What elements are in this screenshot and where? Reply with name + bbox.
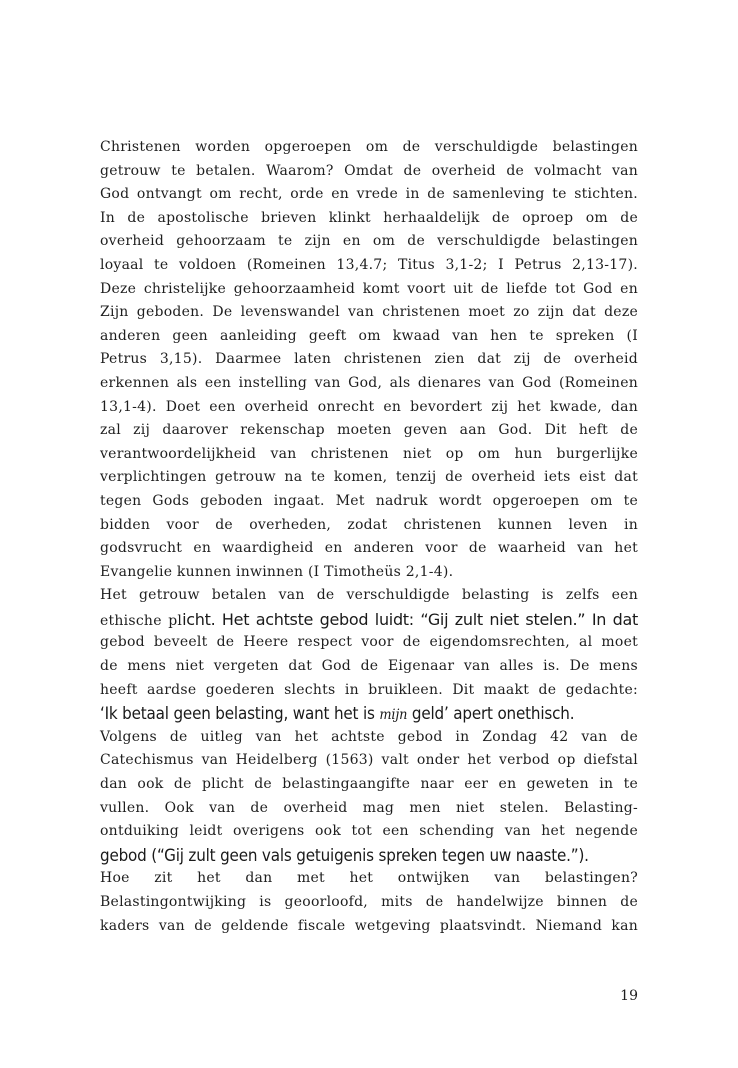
text-fragment-sans: gebod (“Gij zult geen vals getuigenis spreken tegen uw naaste.”). — [100, 845, 589, 865]
text-line: tegen Gods geboden ingaat. Met nadruk wordt opgeroepen om te — [100, 492, 638, 509]
text-line: overheid gehoorzaam te zijn en om de verschuldigde belastingen — [100, 233, 638, 250]
text-line: Belastingontwijking is geoorloofd, mits de handelwijze binnen de — [100, 894, 638, 910]
text-line: verantwoordelijkheid van christenen niet op om hun burgerlijke — [100, 445, 638, 462]
text-line: gebod beveelt de Heere respect voor de eigendomsrechten, al moet — [100, 634, 638, 651]
quote-line — [100, 702, 574, 728]
text-line: kaders van de geldende fiscale wetgeving plaatsvindt. Niemand kan — [100, 917, 638, 934]
text-fragment-sans: icht. Het achtste gebod luidt: “Gij zult niet stelen.” In dat — [182, 609, 638, 629]
text-fragment: ethische pl — [100, 612, 183, 629]
text-line: godsvrucht en waardigheid en anderen voor de waarheid van het — [100, 540, 638, 557]
text-fragment-sans: ‘Ik betaal geen belasting, want het is — [100, 704, 380, 724]
text-line: Evangelie kunnen inwinnen (I Timotheüs 2,1-4). — [100, 563, 454, 580]
text-line: God ontvangt om recht, orde en vrede in de samenleving te stichten. — [100, 186, 638, 203]
page-number: 19 — [620, 988, 638, 1004]
text-line: Petrus 3,15). Daarmee laten christenen zien dat zij de overheid — [100, 351, 638, 368]
text-line: verplichtingen getrouw na te komen, tenzij de overheid iets eist dat — [100, 469, 638, 486]
text-line: Het getrouw betalen van de verschuldigde belasting is zelfs een — [100, 587, 638, 604]
text-line: de mens niet vergeten dat God de Eigenaar van alles is. De mens — [100, 658, 638, 675]
text-line: ontduiking leidt overigens ook tot een schending van het negende — [100, 823, 638, 840]
text-line: Catechismus van Heidelberg (1563) valt onder het verbod op diefstal — [100, 752, 638, 769]
emphasis-text: mijn — [379, 707, 408, 724]
text-line: bidden voor de overheden, zodat christenen kunnen leven in — [100, 516, 638, 533]
text-line: erkennen als een instelling van God, als dienares van God (Romeinen — [100, 374, 638, 391]
text-line: vullen. Ook van de overheid mag men niet stelen. Belasting- — [100, 799, 638, 816]
text-line-sans — [100, 844, 638, 868]
text-line: Deze christelijke gehoorzaamheid komt voort uit de liefde tot God en — [100, 280, 638, 297]
text-line: 13,1-4). Doet een overheid onrecht en bevordert zij het kwade, dan — [100, 398, 638, 415]
text-line: zal zij daarover rekenschap moeten geven aan God. Dit heft de — [100, 422, 638, 439]
text-line-mixed — [100, 608, 638, 632]
text-line: anderen geen aanleiding geeft om kwaad van hen te spreken (I — [100, 327, 638, 344]
text-fragment-sans: geld’ apert onethisch. — [407, 704, 575, 724]
text-line: Hoe zit het dan met het ontwijken van belastingen? — [100, 870, 638, 887]
text-line: Christenen worden opgeroepen om de verschuldigde belastingen — [100, 139, 638, 155]
text-line: getrouw te betalen. Waarom? Omdat de overheid de volmacht van — [100, 162, 638, 179]
text-line-mixed — [100, 702, 638, 726]
text-line: Volgens de uitleg van het achtste gebod in Zondag 42 van de — [100, 728, 638, 745]
text-line: loyaal te voldoen (Romeinen 13,4.7; Titus 3,1-2; I Petrus 2,13-17). — [100, 256, 638, 273]
body-text — [100, 136, 638, 938]
text-line: In de apostolische brieven klinkt herhaaldelijk de oproep om de — [100, 209, 638, 226]
text-line: Zijn geboden. De levenswandel van christenen moet zo zijn dat deze — [100, 304, 638, 321]
text-line: dan ook de plicht de belastingaangifte naar eer en geweten in te — [100, 776, 638, 793]
text-line: heeft aardse goederen slechts in bruikleen. Dit maakt de gedachte: — [100, 681, 638, 698]
